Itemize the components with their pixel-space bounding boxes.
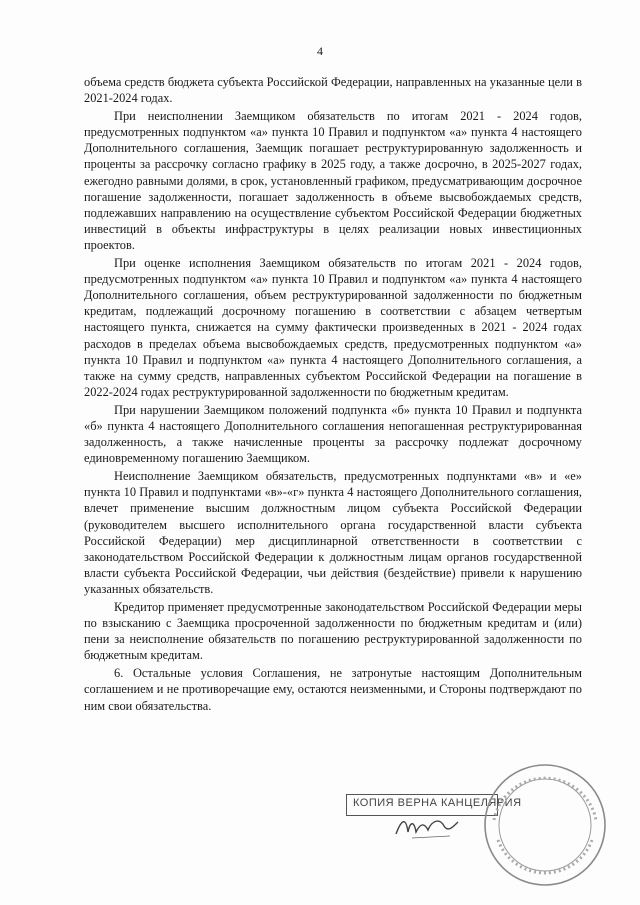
paragraph-7: 6. Остальные условия Соглашения, не затронутые настоящим Дополнительным соглашением и не противоречащие ему, остаются неизменными, и Стороны подтверждают по ним свои обязательства. <box>84 666 582 713</box>
stamp-text: КОПИЯ ВЕРНА КАНЦЕЛЯРИЯ <box>353 797 522 809</box>
paragraph-3: При оценке исполнения Заемщиком обязательств по итогам 2021 - 2024 годов, предусмотренных подпунктом «а» пункта 10 Правил и подпунктом «а» пункта 4 настоящего Дополнительного соглашения, объем реструктурированной задолженности по бюджетным кредитам, подлежащий досрочному погашению в соответствии с абзацем четвертым настоящего пункта, снижается на сумму фактически произведенных в 2021 - 2024 годах расходов в пределах объема высвобождаемых средств, предусмотренных подпунктом «а» пункта 10 Правил и подпунктом «а» пункта 4 настоящего Дополнительного соглашения, а также на сумму средств, направленных субъектом Российской Федерации на погашение в 2022-2024 годах реструктурированной задолженности по бюджетным кредитам. <box>84 256 582 399</box>
paragraph-2: При неисполнении Заемщиком обязательств по итогам 2021 - 2024 годов, предусмотренных подпунктом «а» пункта 10 Правил и подпунктом «а» пункта 4 настоящего Дополнительного соглашения, Заемщик погашает реструктурированную задолженность и проценты за рассрочку согласно графику в 2025 году, а также досрочно, в 2025-2027 годах, ежегодно равными долями, в срок, установленный графиком, предусматривающим досрочное погашение задолженности, погашает задолженность в объеме высвобождаемых средств, подлежавших направлению на осуществление субъектом Российской Федерации бюджетных инвестиций в объекты инфраструктуры в целях реализации новых инвестиционных проектов. <box>84 109 582 252</box>
paragraph-4: При нарушении Заемщиком положений подпункта «б» пункта 10 Правил и подпункта «б» пункта 4 настоящего Дополнительного соглашения непогашенная реструктурированная задолженность, а также начисленные проценты за рассрочку подлежат досрочному единовременному погашению Заемщиком. <box>84 402 582 466</box>
document-body <box>84 74 582 716</box>
round-seal-icon <box>480 760 610 890</box>
paragraph-1: объема средств бюджета субъекта Российской Федерации, направленных на указанные цели в 2021-2024 годах. <box>84 75 582 106</box>
page-number: 4 <box>317 44 323 58</box>
paragraph-5: Неисполнение Заемщиком обязательств, предусмотренных подпунктами «в» и «е» пункта 10 Правил и подпунктами «в»-«г» пункта 4 настоящего Дополнительного соглашения, влечет применение высшим должностным лицом субъекта Российской Федерации (руководителем высшего исполнительного органа государственной власти субъекта Российской Федерации) мер дисциплинарной ответственности в соответствии с законодательством Российской Федерации к должностным лицам органов государственной власти субъекта Российской Федерации, чьи действия (бездействие) привели к нарушению указанных обязательств. <box>84 469 582 596</box>
signature-icon <box>392 812 462 842</box>
paragraph-6: Кредитор применяет предусмотренные законодательством Российской Федерации меры по взысканию с Заемщика просроченной задолженности по бюджетным кредитам и (или) пени за неисполнение обязательств по погашению реструктурированной задолженности по бюджетным кредитам. <box>84 600 582 663</box>
